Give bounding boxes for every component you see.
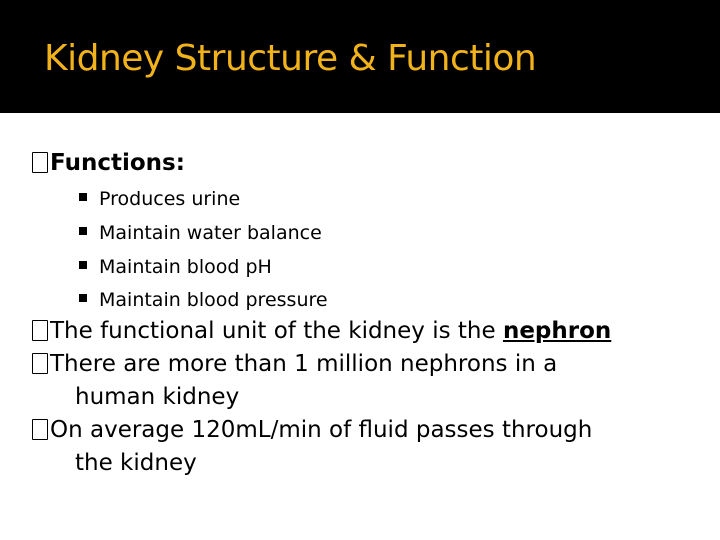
- point-million-nephrons-text: There are more than 1 million nephrons in a: [50, 351, 558, 377]
- box-glyph-icon: [32, 419, 48, 440]
- point-million-nephrons-continued: human kidney: [75, 384, 240, 410]
- list-item: [79, 188, 240, 210]
- box-glyph-icon: [32, 152, 48, 173]
- point-fluid-rate: [32, 417, 592, 443]
- box-glyph-icon: [32, 353, 48, 374]
- functions-heading-label: Functions:: [50, 150, 185, 176]
- point-nephron: [32, 318, 611, 344]
- square-bullet-icon: [79, 294, 87, 302]
- list-item: [79, 289, 328, 311]
- box-glyph-icon: [32, 320, 48, 341]
- square-bullet-icon: [79, 193, 87, 201]
- list-item: [79, 256, 272, 278]
- point-fluid-rate-continued: the kidney: [75, 450, 197, 476]
- point-nephron-text: The functional unit of the kidney is the: [50, 318, 503, 344]
- functions-heading: [32, 150, 185, 176]
- square-bullet-icon: [79, 261, 87, 269]
- nephron-term: nephron: [502, 318, 612, 344]
- slide-title: Kidney Structure & Function: [44, 38, 537, 79]
- square-bullet-icon: [79, 227, 87, 235]
- point-million-nephrons: [32, 351, 557, 377]
- point-fluid-rate-text: On average 120mL/min of fluid passes through: [50, 417, 593, 443]
- function-item-label: Produces urine: [99, 188, 241, 210]
- list-item: [79, 222, 322, 244]
- function-item-label: Maintain blood pressure: [99, 289, 328, 311]
- title-bar: [0, 0, 720, 113]
- function-item-label: Maintain water balance: [99, 222, 322, 244]
- function-item-label: Maintain blood pH: [99, 256, 272, 278]
